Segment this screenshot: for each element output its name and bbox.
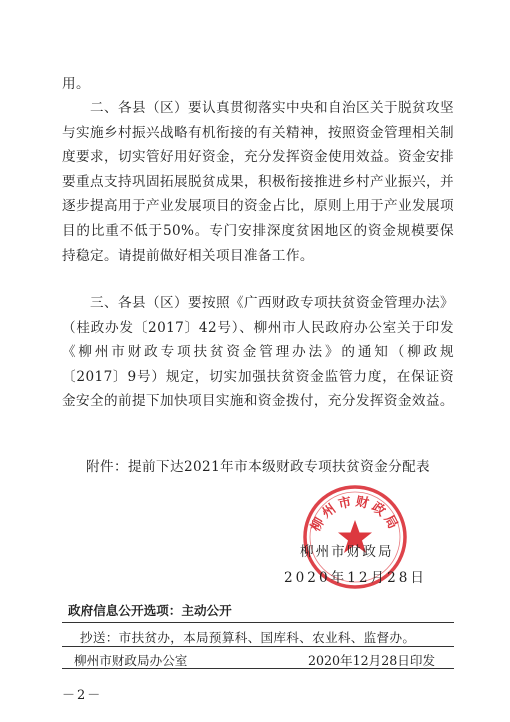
cc-line: 抄送：市扶贫办，本局预算科、国库科、农业科、监督办。 [80,630,416,645]
attachment-line: 附件：提前下达2021年市本级财政专项扶贫资金分配表 [86,459,431,475]
paragraph-section-three: 三、各县（区）要按照《广西财政专项扶贫资金管理办法》（桂政办发〔2017〕42号）、柳州市人民政府办公室关于印发《柳州市财政专项扶贫资金管理办法》的通知（柳政规〔2017〕9号）规定，切实加强扶贫资金监管力度，在保证资金安全的前提下加快项目实施和资金拨付，充分发挥资金效益。 [62,295,454,410]
divider-top [62,622,454,623]
issuer-office: 柳州市财政局办公室 [74,653,188,668]
issue-date: 2020年12月28日印发 [308,653,436,668]
disclosure-option: 政府信息公开选项：主动公开 [68,603,232,618]
signature-date: 2020年12月28日 [284,570,427,586]
divider-bottom [62,668,454,669]
signature-organization: 柳州市财政局 [300,544,394,560]
page-number: －2－ [62,688,103,703]
paragraph-section-two: 二、各县（区）要认真贯彻落实中央和自治区关于脱贫攻坚与实施乡村振兴战略有机衔接的有关精神，按照资金管理相关制度要求，切实管好用好资金，充分发挥资金使用效益。资金安排要重点支持巩固拓展脱贫成果，积极衔接推进乡村产业振兴，并逐步提高用于产业发展项目的资金占比，原则上用于产业发展项目的比重不低于50%。专门安排深度贫困地区的资金规模要保持稳定。请提前做好相关项目准备工作。 [62,100,454,264]
svg-text:柳州市财政局: 柳州市财政局 [308,494,402,535]
divider-middle [62,646,454,647]
paragraph-continuation: 用。 [62,76,90,92]
